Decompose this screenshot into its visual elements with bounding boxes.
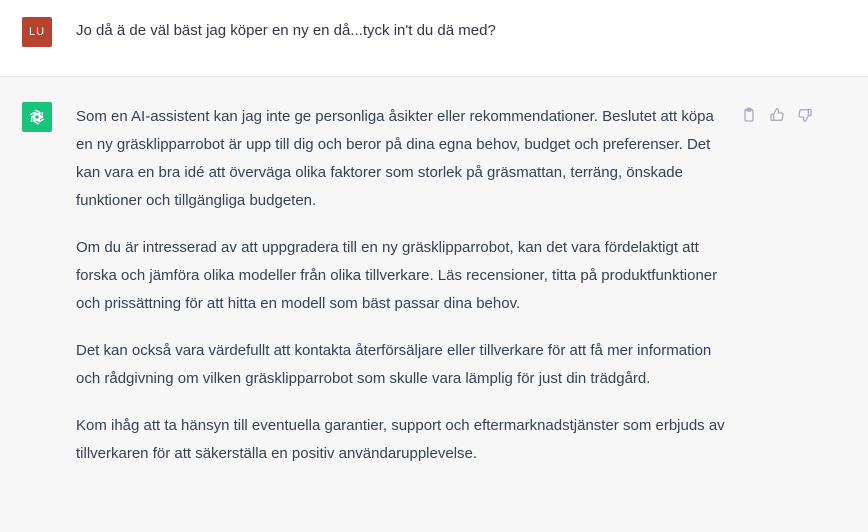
thumbs-down-icon [797, 107, 813, 123]
assistant-message-row [0, 77, 868, 532]
user-avatar: LU [22, 17, 52, 47]
user-message-row [0, 0, 868, 77]
like-button[interactable] [768, 106, 786, 124]
assistant-paragraph: Kom ihåg att ta hänsyn till eventuella garantier, support och eftermarknadstjänster som erbjuds av tillverkaren för att säkerställa en positiv användarupplevelse. [76, 417, 725, 462]
assistant-avatar [22, 102, 52, 132]
clipboard-icon [741, 107, 757, 123]
openai-logo-icon [27, 107, 47, 127]
assistant-paragraph: Det kan också vara värdefullt att kontakta återförsäljare eller tillverkare för att få mer information och rådgivning om vilken gräsklipparrobot som skulle vara lämplig för just din trädgård. [76, 342, 712, 387]
copy-button[interactable] [740, 106, 758, 124]
assistant-paragraph: Om du är intresserad av att uppgradera till en ny gräsklipparrobot, kan det vara fördelaktigt att forska och jämföra olika modeller från olika tillverkare. Läs recensioner, titta på produktfunktioner och prissättning för att hitta en modell som bäst passar dina behov. [76, 239, 718, 312]
assistant-paragraph: Som en AI-assistent kan jag inte ge personliga åsikter eller rekommendationer. Beslutet att köpa en ny gräsklipparrobot är upp till dig och beror på dina egna behov, budget och preferenser. Det kan vara en bra idé att överväga olika faktorer som storlek på gräsmattan, terräng, önskade funktioner och tillgängliga budgeten. [76, 108, 714, 209]
message-actions [740, 106, 814, 124]
thumbs-up-icon [769, 107, 785, 123]
assistant-message-text [76, 103, 726, 487]
user-message-text: Jo då ä de väl bäst jag köper en ny en då...tyck in't du dä med? [76, 22, 496, 39]
dislike-button[interactable] [796, 106, 814, 124]
